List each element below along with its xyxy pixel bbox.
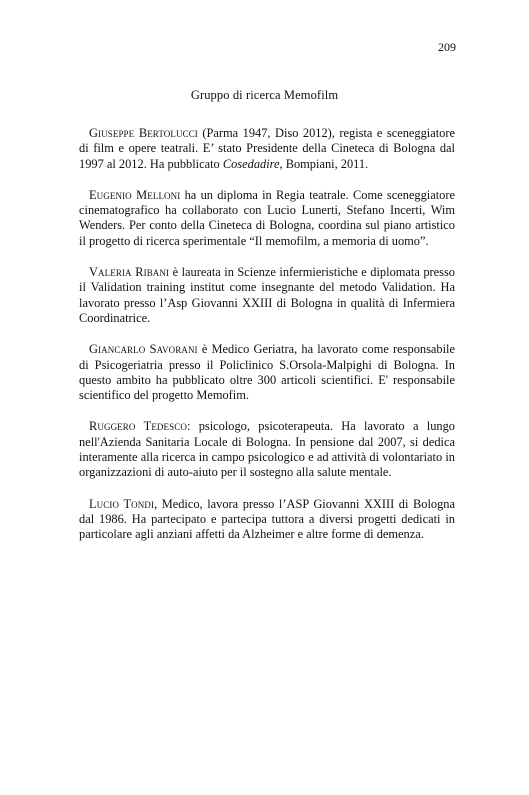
bio-paragraph bbox=[79, 126, 455, 172]
page-number: 209 bbox=[438, 40, 456, 54]
section-title-text: Gruppo di ricerca Memofilm bbox=[190, 88, 339, 102]
section-title bbox=[0, 88, 529, 103]
biographies bbox=[79, 126, 455, 559]
bio-name: Giuseppe Bertolucci bbox=[89, 126, 198, 140]
bio-name: Giancarlo Savorani bbox=[89, 342, 198, 357]
bio-name: Valeria Ribani bbox=[89, 265, 170, 280]
bio-text: è Medico Geriatra, ha lavorato come responsabile di Psicogeriatria presso il Policlinico S.Orsola-Malpighi di Bologna. In questo ambito ha pubblicato oltre 300 articoli scientifici. E' responsabile scientifico del progetto Memofim. bbox=[79, 342, 455, 403]
bio-name: Eugenio Melloni bbox=[89, 187, 181, 202]
bio-paragraph bbox=[79, 419, 455, 480]
bio-text: , Medico, lavora presso l’ASP Giovanni XXIII di Bologna dal 1986. Ha partecipato e partecipa tuttora a diversi progetti dedicati in particolare agli anziani affetti da Alzheimer e altre forme di demenza. bbox=[79, 496, 455, 542]
bio-text: è laureata in Scienze infermieristiche e diplomata presso il Validation training institut come insegnante del metodo Validation. Ha lavorato presso l’Asp Giovanni XXIII di Bologna in qualità di Infermiera Coordinatrice. bbox=[79, 265, 455, 325]
bio-text: , Bompiani, 2011. bbox=[279, 156, 369, 171]
bio-text: (Parma 1947, Diso 2012), regista e sceneggiatore di film e opere teatrali. E’ stato Presidente della Cineteca di Bologna dal 1997 al 2012. Ha pubblicato bbox=[79, 126, 455, 171]
bio-paragraph bbox=[79, 497, 455, 543]
bio-paragraph bbox=[79, 342, 455, 403]
bio-name: Ruggero Tedesco bbox=[89, 419, 187, 434]
bio-paragraph bbox=[79, 188, 455, 249]
bio-paragraph bbox=[79, 265, 455, 326]
bio-name: Lucio Tondi bbox=[89, 496, 155, 511]
bio-text: : psicologo, psicoterapeuta. Ha lavorato a lungo nell'Azienda Sanitaria Locale di Bologna. In pensione dal 2007, si dedica interamente alla ricerca in campo psicologico e ad attività di volontariato in organizzazioni di auto-aiuto per il sostegno alla salute mentale. bbox=[79, 419, 455, 480]
book-title: Cosedadire bbox=[222, 156, 280, 171]
bio-text: ha un diploma in Regia teatrale. Come sceneggiatore cinematografico ha collaborato con Lucio Lunerti, Stefano Incerti, Wim Wenders. Per conto della Cineteca di Bologna, coordina sul piano artistico il progetto di ricerca sperimentale “Il memofilm, a memoria di uomo”. bbox=[79, 187, 455, 248]
